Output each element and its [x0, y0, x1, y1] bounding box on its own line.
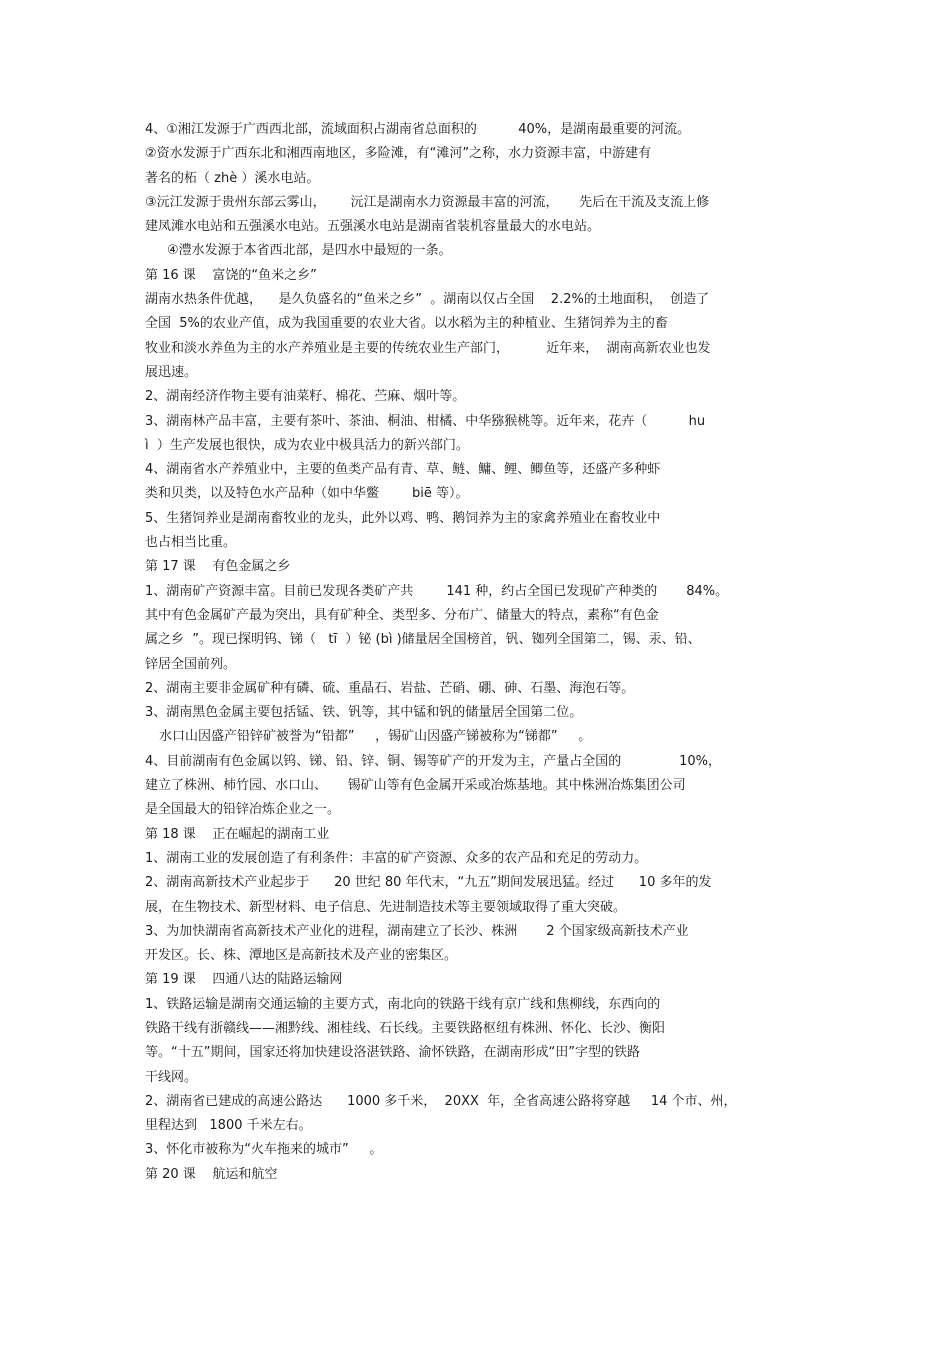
text-line: 5、生猪饲养业是湖南畜牧业的龙头，此外以鸡、鸭、鹅饲养为主的家禽养殖业在畜牧业中 — [145, 510, 661, 526]
text-line: ④澧水发源于本省西北部，是四水中最短的一条。 — [167, 243, 452, 259]
text-line: 也占相当比重。 — [145, 535, 237, 551]
text-line: 建凤滩水电站和五强溪水电站。五强溪水电站是湖南省装机容量最大的水电站。 — [145, 219, 601, 235]
text-line: 著名的柘（ zhè ）溪水电站。 — [145, 170, 320, 186]
text-line: 属之乡 ”。现已探明钨、锑（ tī ）铋 (bì )储量居全国榜首，钒、铷列全国第二，锡、汞、铅、 — [145, 632, 701, 648]
text-line: 2、湖南经济作物主要有油菜籽、棉花、苎麻、烟叶等。 — [145, 389, 466, 405]
text-line: 1、铁路运输是湖南交通运输的主要方式，南北向的铁路干线有京广线和焦柳线，东西向的 — [145, 996, 661, 1012]
text-line: 全国 5%的农业产值，成为我国重要的农业大省。以水稻为主的种植业、生猪饲养为主的畜 — [145, 316, 668, 332]
text-line: 3、怀化市被称为“火车拖来的城市” 。 — [145, 1142, 383, 1158]
text-line: 里程达到 1800 千米左右。 — [145, 1118, 312, 1134]
text-line: 1、湖南工业的发展创造了有利条件：丰富的矿产资源、众多的农产品和充足的劳动力。 — [145, 850, 648, 866]
lesson-heading: 第 20 课 航运和航空 — [145, 1166, 278, 1182]
text-line: 铁路干线有浙赣线——湘黔线、湘桂线、石长线。主要铁路枢纽有株洲、怀化、长沙、衡阳 — [145, 1020, 666, 1036]
text-line: 锌居全国前列。 — [145, 656, 237, 672]
text-line: 4、目前湖南有色金属以钨、锑、铅、锌、铜、锡等矿产的开发为主，产量占全国的 10%， — [145, 753, 722, 769]
text-line: 水口山因盛产铅锌矿被誉为“铅都” ，锡矿山因盛产锑被称为“锑都” 。 — [159, 729, 592, 745]
text-line: 其中有色金属矿产最为突出，具有矿种全、类型多、分布广、储量大的特点，素称“有色金 — [145, 607, 659, 623]
text-line: 3、为加快湖南省高新技术产业化的进程，湖南建立了长沙、株洲 2 个国家级高新技术产业 — [145, 923, 689, 939]
text-line: 2、湖南高新技术产业起步于 20 世纪 80 年代末，“九五”期间发展迅猛。经过 10 多年的发 — [145, 875, 712, 891]
text-line: 4、①湘江发源于广西西北部，流域面积占湖南省总面积的 40%，是湖南最重要的河流。 — [145, 122, 691, 137]
text-line: ③沅江发源于贵州东部云雾山， 沅江是湖南水力资源最丰富的河流， 先后在干流及支流上修 — [145, 194, 710, 210]
lesson-heading: 第 18 课 正在崛起的湖南工业 — [145, 826, 330, 842]
lesson-heading: 第 16 课 富饶的“鱼米之乡” — [145, 267, 317, 283]
text-line: 开发区。长、株、潭地区是高新技术及产业的密集区。 — [145, 948, 458, 964]
text-line: 2、湖南省已建成的高速公路达 1000 多千米， 20XX 年，全省高速公路将穿越 14 个市、州， — [145, 1093, 737, 1109]
lesson-heading: 第 19 课 四通八达的陆路运输网 — [145, 972, 343, 988]
text-line: ì ）生产发展也很快，成为农业中极具活力的新兴部门。 — [145, 437, 469, 453]
text-line: 类和贝类，以及特色水产品种（如中华鳖 biē 等）。 — [145, 486, 469, 502]
text-line: 湖南水热条件优越， 是久负盛名的“鱼米之乡” 。湖南以仅占全国 2.2%的土地面积， 创造了 — [145, 292, 710, 308]
text-line: 展，在生物技术、新型材料、电子信息、先进制造技术等主要领域取得了重大突破。 — [145, 899, 627, 915]
text-line: 展迅速。 — [145, 364, 198, 380]
text-line: 是全国最大的铅锌冶炼企业之一。 — [145, 802, 341, 818]
lesson-heading: 第 17 课 有色金属之乡 — [145, 559, 291, 575]
text-line: ②资水发源于广西东北和湘西南地区，多险滩，有“滩河”之称，水力资源丰富，中游建有 — [145, 146, 652, 162]
text-line: 等。“十五”期间，国家还将加快建设洛湛铁路、渝怀铁路，在湖南形成“田”字型的铁路 — [145, 1045, 640, 1061]
text-line: 1、湖南矿产资源丰富。目前已发现各类矿产共 141 种，约占全国已发现矿产种类的 84%。 — [145, 583, 729, 599]
text-line: 建立了株洲、柿竹园、水口山、 锡矿山等有色金属开采或冶炼基地。其中株洲冶炼集团公司 — [145, 778, 686, 794]
text-line: 3、湖南林产品丰富，主要有茶叶、茶油、桐油、柑橘、中华猕猴桃等。近年来，花卉（ hu — [145, 413, 706, 429]
document-body — [145, 118, 810, 1187]
text-line: 2、湖南主要非金属矿种有磷、硫、重晶石、岩盐、芒硝、硼、砷、石墨、海泡石等。 — [145, 680, 635, 696]
text-line: 牧业和淡水养鱼为主的水产养殖业是主要的传统农业生产部门， 近年来， 湖南高新农业也发 — [145, 340, 711, 356]
text-line: 干线网。 — [145, 1069, 198, 1085]
text-line: 3、湖南黑色金属主要包括锰、铁、钒等，其中锰和钒的储量居全国第二位。 — [145, 705, 583, 721]
text-line: 4、湖南省水产养殖业中，主要的鱼类产品有青、草、鲢、鳙、鲤、鲫鱼等，还盛产多种虾 — [145, 462, 661, 478]
